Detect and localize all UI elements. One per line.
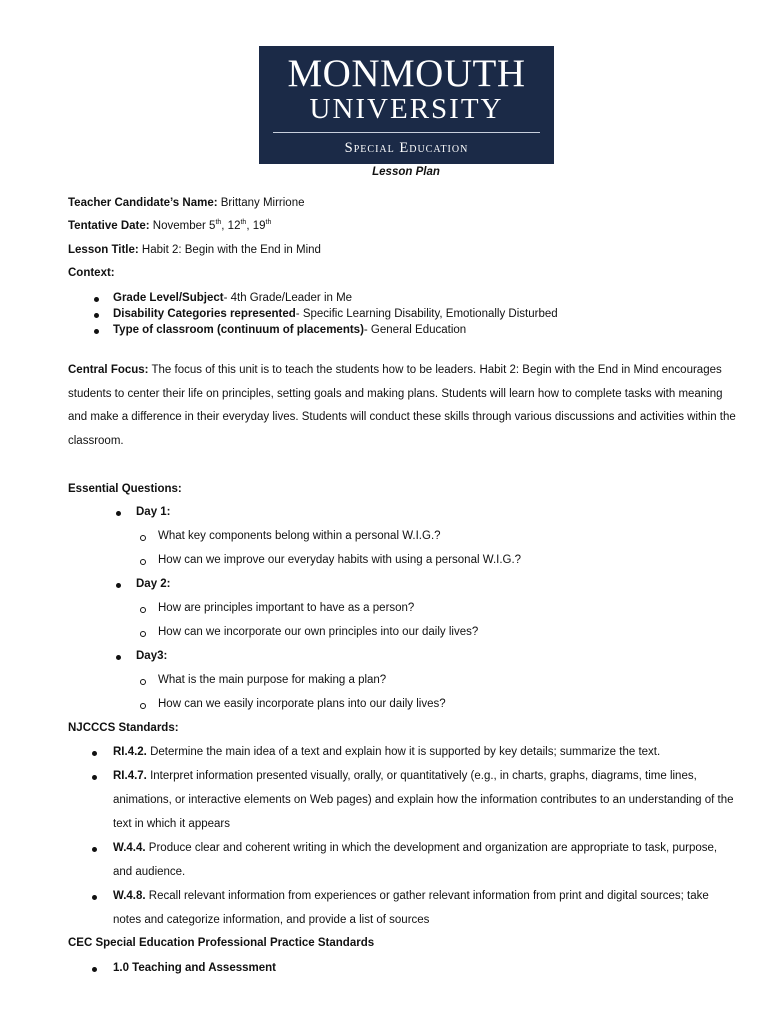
tentative-date-row — [68, 220, 271, 232]
bullet-icon — [94, 329, 99, 334]
standard-line: animations, or interactive elements on Web pages) and explain how the information contributes to an understanding of the — [113, 794, 734, 806]
standard-line: and audience. — [113, 866, 186, 878]
bullet-icon — [92, 751, 97, 756]
essential-questions-heading: Essential Questions: — [68, 483, 182, 495]
day-label: Day 2: — [136, 578, 171, 590]
cec-item: 1.0 Teaching and Assessment — [113, 962, 276, 974]
central-focus-line: classroom. — [68, 435, 124, 447]
day-label: Day 1: — [136, 506, 171, 518]
context-item: Type of classroom (continuum of placements)- General Education — [113, 324, 467, 336]
date-value — [153, 220, 272, 232]
day-label: Day3: — [136, 650, 168, 662]
question: How can we improve our everyday habits with using a personal W.I.G.? — [158, 554, 522, 566]
teacher-name-label: Teacher Candidate’s Name: — [68, 197, 218, 209]
standard-item: RI.4.7. Interpret information presented visually, orally, or quantitatively (e.g., in charts, graphs, diagrams, time lines, — [113, 770, 697, 782]
question: How can we incorporate our own principles into our daily lives? — [158, 626, 479, 638]
question: How can we easily incorporate plans into our daily lives? — [158, 698, 446, 710]
standard-line: text in which it appears — [113, 818, 230, 830]
sub-bullet-icon — [140, 535, 146, 541]
teacher-name-value: Brittany Mirrione — [220, 197, 305, 209]
bullet-icon — [92, 775, 97, 780]
lesson-title-row — [68, 244, 321, 256]
question: How are principles important to have as a person? — [158, 602, 415, 614]
university-logo — [259, 46, 554, 164]
logo-divider — [273, 132, 540, 133]
date-suffix-2: th — [240, 219, 247, 227]
bullet-icon — [92, 847, 97, 852]
document-subtitle: Lesson Plan — [372, 166, 440, 178]
standard-line: notes and categorize information, and provide a list of sources — [113, 914, 430, 926]
context-heading: Context: — [68, 267, 115, 279]
bullet-icon — [116, 583, 121, 588]
bullet-icon — [92, 967, 97, 972]
bullet-icon — [116, 655, 121, 660]
standards-heading: NJCCCS Standards: — [68, 722, 179, 734]
standard-item: W.4.8. Recall relevant information from experiences or gather relevant information from print and digital sources; take — [113, 890, 709, 902]
logo-line-3: Special Education — [344, 140, 469, 156]
date-3: , 19 — [246, 220, 266, 232]
lesson-title-label: Lesson Title: — [68, 244, 139, 256]
context-item: Grade Level/Subject- 4th Grade/Leader in Me — [113, 292, 353, 304]
sub-bullet-icon — [140, 559, 146, 565]
sub-bullet-icon — [140, 703, 146, 709]
question: What key components belong within a personal W.I.G.? — [158, 530, 441, 542]
context-item: Disability Categories represented- Specific Learning Disability, Emotionally Disturbed — [113, 308, 558, 320]
bullet-icon — [94, 297, 99, 302]
central-focus-line: and make a difference in their everyday lives. Students will conduct these skills through various discussions and activities within the — [68, 411, 736, 423]
date-label: Tentative Date: — [68, 220, 150, 232]
central-focus-label: Central Focus: — [68, 364, 149, 376]
date-suffix-3: th — [265, 219, 272, 227]
bullet-icon — [116, 511, 121, 516]
sub-bullet-icon — [140, 607, 146, 613]
logo-line-2: UNIVERSITY — [309, 93, 504, 125]
sub-bullet-icon — [140, 679, 146, 685]
sub-bullet-icon — [140, 631, 146, 637]
question: What is the main purpose for making a plan? — [158, 674, 387, 686]
logo-line-1: MONMOUTH — [287, 52, 526, 95]
cec-heading: CEC Special Education Professional Practice Standards — [68, 937, 375, 949]
teacher-name-row — [68, 197, 304, 209]
central-focus-line: students to center their life on principles, setting goals and making plans. Students will learn how to complete tasks with meaning — [68, 388, 723, 400]
date-2: , 12 — [221, 220, 241, 232]
central-focus-line: Central Focus: The focus of this unit is to teach the students how to be leaders. Habit 2: Begin with the End in Mind encourages — [68, 364, 722, 376]
standard-item: RI.4.2. Determine the main idea of a text and explain how it is supported by key details; summarize the text. — [113, 746, 661, 758]
date-1: November 5 — [152, 220, 216, 232]
date-suffix-1: th — [215, 219, 222, 227]
lesson-title-value: Habit 2: Begin with the End in Mind — [141, 244, 321, 256]
bullet-icon — [94, 313, 99, 318]
bullet-icon — [92, 895, 97, 900]
standard-item: W.4.4. Produce clear and coherent writing in which the development and organization are appropriate to task, purpose, — [113, 842, 718, 854]
